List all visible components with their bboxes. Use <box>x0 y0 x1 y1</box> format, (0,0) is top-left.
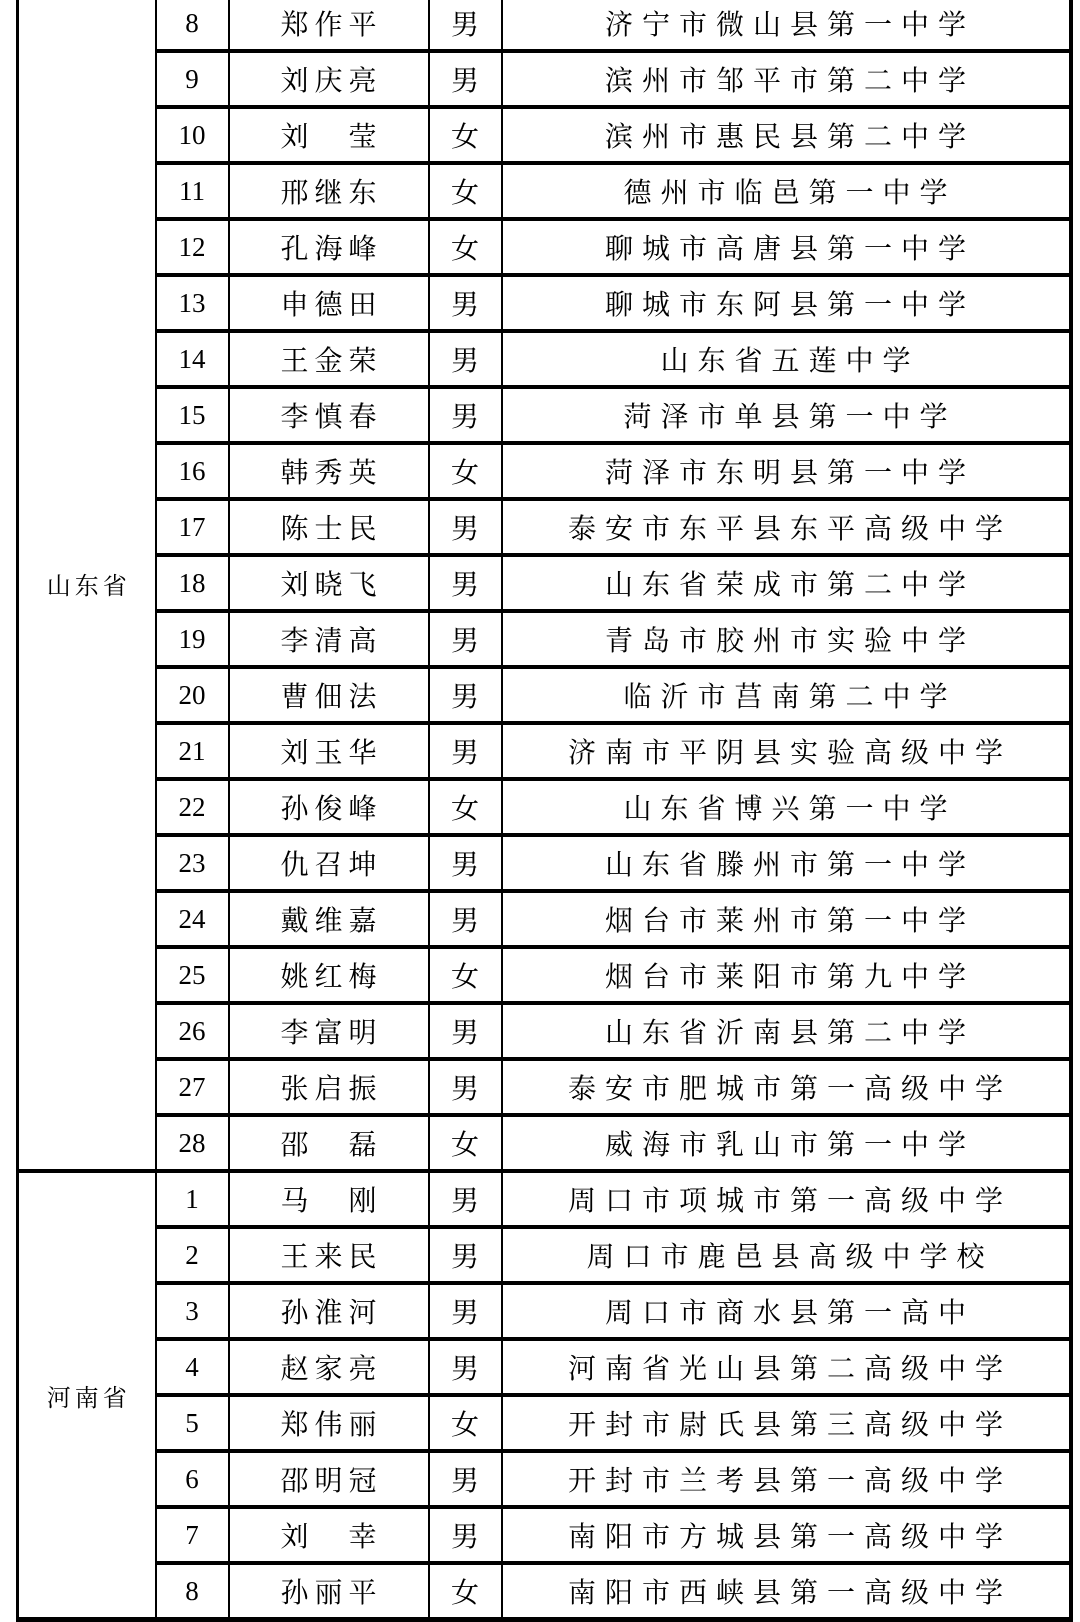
school-cell: 济宁市微山县第一中学 <box>502 0 1071 51</box>
row-number-cell: 28 <box>156 1115 229 1171</box>
gender-cell: 男 <box>429 0 502 51</box>
table-row <box>18 1227 1071 1283</box>
school-cell: 菏泽市单县第一中学 <box>502 387 1071 443</box>
school-cell: 烟台市莱阳市第九中学 <box>502 947 1071 1003</box>
school-cell: 菏泽市东明县第一中学 <box>502 443 1071 499</box>
name-cell: 刘庆亮 <box>229 51 429 107</box>
name-cell: 孔海峰 <box>229 219 429 275</box>
school-cell: 山东省五莲中学 <box>502 331 1071 387</box>
name-cell: 王来民 <box>229 1227 429 1283</box>
table-row <box>18 779 1071 835</box>
gender-cell: 男 <box>429 1059 502 1115</box>
school-cell: 德州市临邑第一中学 <box>502 163 1071 219</box>
table-row <box>18 443 1071 499</box>
school-cell: 烟台市莱州市第一中学 <box>502 891 1071 947</box>
name-cell: 姚红梅 <box>229 947 429 1003</box>
gender-cell: 女 <box>429 947 502 1003</box>
row-number-cell: 10 <box>156 107 229 163</box>
row-number-cell: 26 <box>156 1003 229 1059</box>
name-cell: 邵 磊 <box>229 1115 429 1171</box>
gender-cell: 女 <box>429 219 502 275</box>
gender-cell: 男 <box>429 1451 502 1507</box>
school-cell: 临沂市莒南第二中学 <box>502 667 1071 723</box>
table-row <box>18 1563 1071 1620</box>
row-number-cell: 4 <box>156 1339 229 1395</box>
row-number-cell: 22 <box>156 779 229 835</box>
gender-cell: 男 <box>429 499 502 555</box>
school-cell: 山东省沂南县第二中学 <box>502 1003 1071 1059</box>
gender-cell: 男 <box>429 667 502 723</box>
table-row <box>18 107 1071 163</box>
name-cell: 刘晓飞 <box>229 555 429 611</box>
name-cell: 孙丽平 <box>229 1563 429 1620</box>
table-row <box>18 1395 1071 1451</box>
row-number-cell: 2 <box>156 1227 229 1283</box>
school-cell: 滨州市邹平市第二中学 <box>502 51 1071 107</box>
row-number-cell: 17 <box>156 499 229 555</box>
row-number-cell: 15 <box>156 387 229 443</box>
table-row <box>18 891 1071 947</box>
name-cell: 曹佃法 <box>229 667 429 723</box>
province-cell: 河南省 <box>18 1171 156 1620</box>
school-cell: 河南省光山县第二高级中学 <box>502 1339 1071 1395</box>
row-number-cell: 13 <box>156 275 229 331</box>
name-cell: 马 刚 <box>229 1171 429 1227</box>
name-cell: 戴维嘉 <box>229 891 429 947</box>
school-cell: 开封市兰考县第一高级中学 <box>502 1451 1071 1507</box>
school-cell: 威海市乳山市第一中学 <box>502 1115 1071 1171</box>
school-cell: 聊城市高唐县第一中学 <box>502 219 1071 275</box>
school-cell: 山东省荣成市第二中学 <box>502 555 1071 611</box>
school-cell: 南阳市西峡县第一高级中学 <box>502 1563 1071 1620</box>
gender-cell: 男 <box>429 835 502 891</box>
name-cell: 邢继东 <box>229 163 429 219</box>
row-number-cell: 11 <box>156 163 229 219</box>
row-number-cell: 19 <box>156 611 229 667</box>
school-cell: 周口市鹿邑县高级中学校 <box>502 1227 1071 1283</box>
table-row <box>18 331 1071 387</box>
table-row <box>18 275 1071 331</box>
name-cell: 刘玉华 <box>229 723 429 779</box>
row-number-cell: 24 <box>156 891 229 947</box>
school-cell: 滨州市惠民县第二中学 <box>502 107 1071 163</box>
row-number-cell: 3 <box>156 1283 229 1339</box>
table-row <box>18 667 1071 723</box>
name-cell: 陈士民 <box>229 499 429 555</box>
row-number-cell: 8 <box>156 1563 229 1620</box>
table-row <box>18 219 1071 275</box>
name-cell: 孙俊峰 <box>229 779 429 835</box>
row-number-cell: 16 <box>156 443 229 499</box>
school-cell: 周口市项城市第一高级中学 <box>502 1171 1071 1227</box>
gender-cell: 女 <box>429 163 502 219</box>
row-number-cell: 1 <box>156 1171 229 1227</box>
table-row <box>18 723 1071 779</box>
name-cell: 刘 莹 <box>229 107 429 163</box>
gender-cell: 男 <box>429 1283 502 1339</box>
table-row <box>18 1451 1071 1507</box>
table-row <box>18 0 1071 51</box>
gender-cell: 男 <box>429 611 502 667</box>
table-row <box>18 163 1071 219</box>
row-number-cell: 20 <box>156 667 229 723</box>
row-number-cell: 7 <box>156 1507 229 1563</box>
table-row <box>18 1283 1071 1339</box>
name-cell: 郑伟丽 <box>229 1395 429 1451</box>
name-cell: 韩秀英 <box>229 443 429 499</box>
school-cell: 济南市平阴县实验高级中学 <box>502 723 1071 779</box>
gender-cell: 男 <box>429 1003 502 1059</box>
name-cell: 申德田 <box>229 275 429 331</box>
gender-cell: 女 <box>429 779 502 835</box>
gender-cell: 女 <box>429 443 502 499</box>
row-number-cell: 12 <box>156 219 229 275</box>
table-row <box>18 1003 1071 1059</box>
gender-cell: 女 <box>429 1563 502 1620</box>
table-row <box>18 499 1071 555</box>
gender-cell: 男 <box>429 1339 502 1395</box>
name-cell: 孙淮河 <box>229 1283 429 1339</box>
gender-cell: 女 <box>429 1395 502 1451</box>
school-cell: 南阳市方城县第一高级中学 <box>502 1507 1071 1563</box>
gender-cell: 男 <box>429 891 502 947</box>
school-cell: 开封市尉氏县第三高级中学 <box>502 1395 1071 1451</box>
name-cell: 刘 幸 <box>229 1507 429 1563</box>
name-cell: 李清高 <box>229 611 429 667</box>
name-cell: 赵家亮 <box>229 1339 429 1395</box>
table-row <box>18 387 1071 443</box>
row-number-cell: 6 <box>156 1451 229 1507</box>
school-cell: 山东省博兴第一中学 <box>502 779 1071 835</box>
school-cell: 聊城市东阿县第一中学 <box>502 275 1071 331</box>
gender-cell: 男 <box>429 555 502 611</box>
row-number-cell: 9 <box>156 51 229 107</box>
name-cell: 邵明冠 <box>229 1451 429 1507</box>
row-number-cell: 23 <box>156 835 229 891</box>
table-row <box>18 1059 1071 1115</box>
row-number-cell: 8 <box>156 0 229 51</box>
row-number-cell: 21 <box>156 723 229 779</box>
table-row <box>18 1115 1071 1171</box>
row-number-cell: 25 <box>156 947 229 1003</box>
table-row <box>18 1171 1071 1227</box>
gender-cell: 女 <box>429 107 502 163</box>
gender-cell: 男 <box>429 1171 502 1227</box>
gender-cell: 男 <box>429 51 502 107</box>
gender-cell: 男 <box>429 1507 502 1563</box>
name-cell: 仇召坤 <box>229 835 429 891</box>
table-row <box>18 947 1071 1003</box>
row-number-cell: 27 <box>156 1059 229 1115</box>
province-cell: 山东省 <box>18 0 156 1171</box>
table-row <box>18 555 1071 611</box>
name-cell: 李慎春 <box>229 387 429 443</box>
table-row <box>18 611 1071 667</box>
school-cell: 泰安市东平县东平高级中学 <box>502 499 1071 555</box>
gender-cell: 男 <box>429 723 502 779</box>
gender-cell: 男 <box>429 275 502 331</box>
name-cell: 王金荣 <box>229 331 429 387</box>
gender-cell: 男 <box>429 1227 502 1283</box>
table-row <box>18 1507 1071 1563</box>
gender-cell: 男 <box>429 387 502 443</box>
table-row <box>18 51 1071 107</box>
school-cell: 山东省滕州市第一中学 <box>502 835 1071 891</box>
awardee-table <box>16 0 1073 1622</box>
row-number-cell: 14 <box>156 331 229 387</box>
table-row <box>18 1339 1071 1395</box>
school-cell: 青岛市胶州市实验中学 <box>502 611 1071 667</box>
name-cell: 郑作平 <box>229 0 429 51</box>
row-number-cell: 5 <box>156 1395 229 1451</box>
gender-cell: 女 <box>429 1115 502 1171</box>
table-row <box>18 835 1071 891</box>
school-cell: 周口市商水县第一高中 <box>502 1283 1071 1339</box>
school-cell: 泰安市肥城市第一高级中学 <box>502 1059 1071 1115</box>
gender-cell: 男 <box>429 331 502 387</box>
name-cell: 李富明 <box>229 1003 429 1059</box>
row-number-cell: 18 <box>156 555 229 611</box>
name-cell: 张启振 <box>229 1059 429 1115</box>
